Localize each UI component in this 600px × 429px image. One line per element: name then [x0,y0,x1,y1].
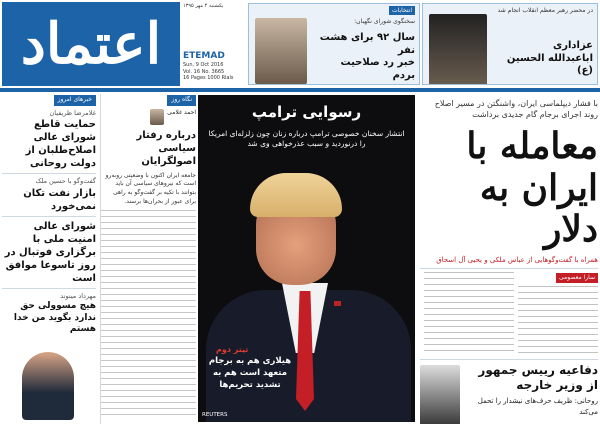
middle-column [100,94,196,424]
lead-body-col [518,272,598,357]
date-line: 16 Pages 1000 Rials [183,75,234,82]
teaser-kicker: در محضر رهبر معظم انقلاب انجام شد [497,7,593,14]
lead-photo[interactable] [198,95,415,422]
list-item[interactable] [2,109,96,170]
person-photo [22,352,74,420]
divider [2,173,96,174]
masthead [0,0,600,89]
item-title: هیچ مسوولی حق ندارد بگوید من خدا هستم [13,300,96,335]
spokesman-photo [255,18,307,84]
leader-photo [429,14,487,85]
list-item[interactable] [2,292,96,336]
list-item[interactable] [2,177,96,212]
lead-intro: با فشار دیپلماسی ایران، واشنگتن در مسیر اصلاح روند اجرای برجام گام جدیدی برداشت [434,99,598,120]
story2-title: دفاعیه رییس جمهور از وزیر خارجه [478,363,598,393]
teaser-title: سال ۹۲ برای هشت نفر خبر رد صلاحیت بردم [319,32,415,81]
section-label: سارا معصومی [556,273,598,284]
teaser-mourning[interactable] [422,3,598,85]
photo-headline: رسوایی ترامپ [251,103,362,121]
item-title: بازار نفت تکان نمی‌خورد [23,187,96,212]
left-column [2,94,96,424]
teaser-label: سخنگوی شورای نگهبان: [354,18,415,25]
lead-byline: همراه با گفت‌وگوهایی از عباس ملکی و یحیی آل اسحاق [436,255,598,264]
divider [2,288,96,289]
item-pre: گفت‌وگو با حسین ملک [35,177,96,186]
item-pre: مهرداد مینوند [60,291,96,300]
item-title: حمایت قاطع شورای عالی اصلاح‌طلبان از دولت روحانی [25,119,96,170]
lead-headline[interactable]: معامله با ایران به دلار [466,125,598,251]
lead-body-row [420,272,598,357]
flag-pin [334,301,341,306]
hair-shape [250,173,342,217]
body-text-lines [101,210,196,420]
divider [420,359,598,360]
column-title[interactable]: درباره رفتار سیاسی اصولگرایان [136,129,196,167]
rouhani-photo [420,365,460,424]
story2-sub: روحانی: ظریف حرف‌های نیشدار را تحمل می‌کند [477,397,598,416]
item-pre: غلامرضا ظریفیان [49,108,96,117]
header-rule [0,88,600,92]
date-line: Vol. 16 No. 3665 [183,68,225,75]
list-item[interactable] [2,220,96,285]
divider [2,216,96,217]
teaser-kicker: انتخابات [389,6,415,15]
teaser-title: عزاداری اباعبدالله الحسین (ع) [506,40,593,76]
date-line: Sun, 9 Oct 2016 [183,61,224,68]
issue-info [183,3,243,85]
body-text-lines [518,286,598,356]
column-body: جامعه ایران اکنون با وضعیتی روبه‌رو است که نیروهای سیاسی آن باید بتوانند با تکیه بر گفت‌وگو به راهی برای عبور از بحران‌ها برسند. [105,171,196,205]
divider [420,268,598,269]
photo-credit: REUTERS [202,412,228,418]
body-text-lines [424,272,514,352]
photo-caption: هیلاری هم به برجام متعهد است هم به تشدید تحریم‌ها [208,356,292,390]
date-line: یکشنبه ۴ مهر ۱۳۹۵ [183,3,224,9]
author-name: احمد غلامی [167,108,196,116]
newspaper-logo: اعتماد [2,2,180,86]
column-label: نگاه روز [167,95,196,106]
caption-kicker: تیتر دوم [216,345,249,354]
right-column [420,94,598,424]
item-title: شورای عالی امنیت ملی با برگزاری فوتبال در روز تاسوعا موافق است [4,220,96,284]
author-row [101,109,196,125]
story-rouhani[interactable] [420,363,598,424]
author-photo [150,109,164,125]
teaser-guardian-council[interactable] [248,3,420,85]
photo-subhead: انتشار سخنان خصوصی ترامپ درباره زنان چون زلزله‌ای امریکا را درنوردید و سبب عذرخواهی وی شد [208,129,405,149]
column-label: خبرهای امروز [54,95,96,106]
brand-latin: ETEMAD [183,50,225,61]
